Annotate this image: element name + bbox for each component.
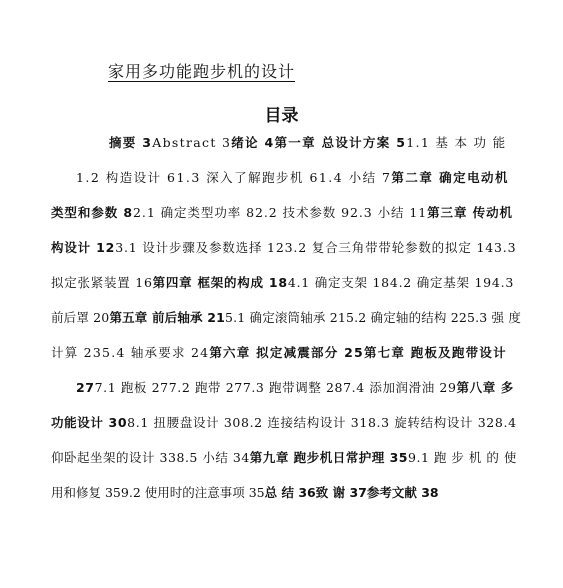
toc-line	[51, 238, 516, 258]
toc-entry: 4.3	[491, 275, 515, 290]
toc-entry: 类型和参数 8	[51, 205, 134, 220]
toc-entry: 7.3 跑带调整 28	[242, 380, 344, 395]
toc-entry: 9.1 跑 步 机 的 使	[408, 450, 517, 465]
toc-entry: 5.4 轴承要求 24	[102, 345, 210, 360]
toc-entry: 第七章 跑板及跑带设计	[363, 345, 507, 360]
toc-line	[51, 308, 521, 328]
document-title: 家用多功能跑步机的设计	[108, 62, 296, 81]
toc-line	[51, 413, 517, 433]
toc-heading: 目录	[264, 106, 299, 126]
toc-entry: 5.3 强 度	[467, 310, 522, 325]
toc-entry: 4.2 确定基架 19	[389, 275, 492, 290]
toc-entry: 第九章 跑步机日常护理 35	[249, 450, 409, 465]
toc-entry: 2.3 小结 11	[350, 205, 428, 220]
toc-entry: 8.5 小结 34	[176, 450, 250, 465]
toc-entry: 27	[76, 380, 95, 395]
toc-entry: 总 结 36	[264, 485, 316, 500]
toc-entry: 7.1 跑板 27	[94, 380, 169, 395]
toc-line	[51, 483, 439, 503]
toc-entry: 第二章 确定电动机	[391, 170, 509, 185]
toc-entry: 参考文献 38	[366, 485, 439, 500]
toc-entry: 8.2 连接结构设计 31	[240, 415, 368, 430]
toc-entry: 8.1 扭腰盘设计 30	[127, 415, 241, 430]
toc-entry: 2.1 确定类型功率 8	[133, 205, 255, 220]
toc-entry: 前后罩 20	[51, 310, 110, 325]
toc-entry: 功能设计 30	[51, 415, 128, 430]
toc-entry: 致 谢 37	[315, 485, 367, 500]
toc-entry: 1.1 基 本 功 能	[406, 135, 507, 150]
toc-entry: 3.1 设计步骤及参数选择 12	[115, 240, 285, 255]
toc-entry: 2.2 技术参数 9	[254, 205, 351, 220]
toc-entry: 8.3 旋转结构设计 32	[367, 415, 495, 430]
toc-entry: 9.2 使用时的注意事项 35	[120, 485, 265, 500]
toc-line	[76, 168, 509, 188]
toc-entry: 8.4	[494, 415, 517, 430]
toc-line	[51, 343, 507, 363]
toc-line	[109, 133, 506, 153]
toc-entry: 3.3	[494, 240, 517, 255]
toc-entry: 7.2 跑带 27	[168, 380, 243, 395]
toc-entry: 第六章 拟定减震部分 25	[209, 345, 364, 360]
toc-entry: 拟定张紧装置 16	[51, 275, 153, 290]
toc-entry: 第五章 前后轴承 21	[109, 310, 225, 325]
toc-entry: Abstract 3	[152, 135, 232, 150]
toc-entry: 第八章 多	[456, 380, 514, 395]
toc-entry: 摘要 3	[109, 135, 153, 150]
toc-entry: 构设计 12	[51, 240, 116, 255]
toc-entry: 7.4 添加润滑油 29	[343, 380, 457, 395]
toc-entry: 第一章 总设计方案 5	[274, 135, 407, 150]
toc-entry: 仰卧起坐架的设计 33	[51, 450, 177, 465]
toc-entry: 第四章 框架的构成 18	[152, 275, 288, 290]
toc-line	[51, 273, 514, 293]
toc-entry: 1.3 深入了解跑步机 6	[176, 170, 319, 185]
toc-entry: 1.2 构造设计 6	[76, 170, 177, 185]
toc-entry: 1.4 小结 7	[318, 170, 392, 185]
toc-line	[51, 203, 513, 223]
toc-entry: 3.2 复合三角带带轮参数的拟定 14	[284, 240, 495, 255]
toc-entry: 4.1 确定支架 18	[287, 275, 390, 290]
toc-line	[76, 378, 514, 398]
toc-entry: 5.2 确定轴的结构 22	[345, 310, 467, 325]
toc-entry: 用和修复 35	[51, 485, 121, 500]
toc-entry: 计算 23	[51, 345, 103, 360]
toc-line	[51, 448, 517, 468]
toc-entry: 5.1 确定滚筒轴承 21	[224, 310, 346, 325]
toc-entry: 第三章 传动机	[427, 205, 513, 220]
toc-entry: 绪论 4	[231, 135, 275, 150]
